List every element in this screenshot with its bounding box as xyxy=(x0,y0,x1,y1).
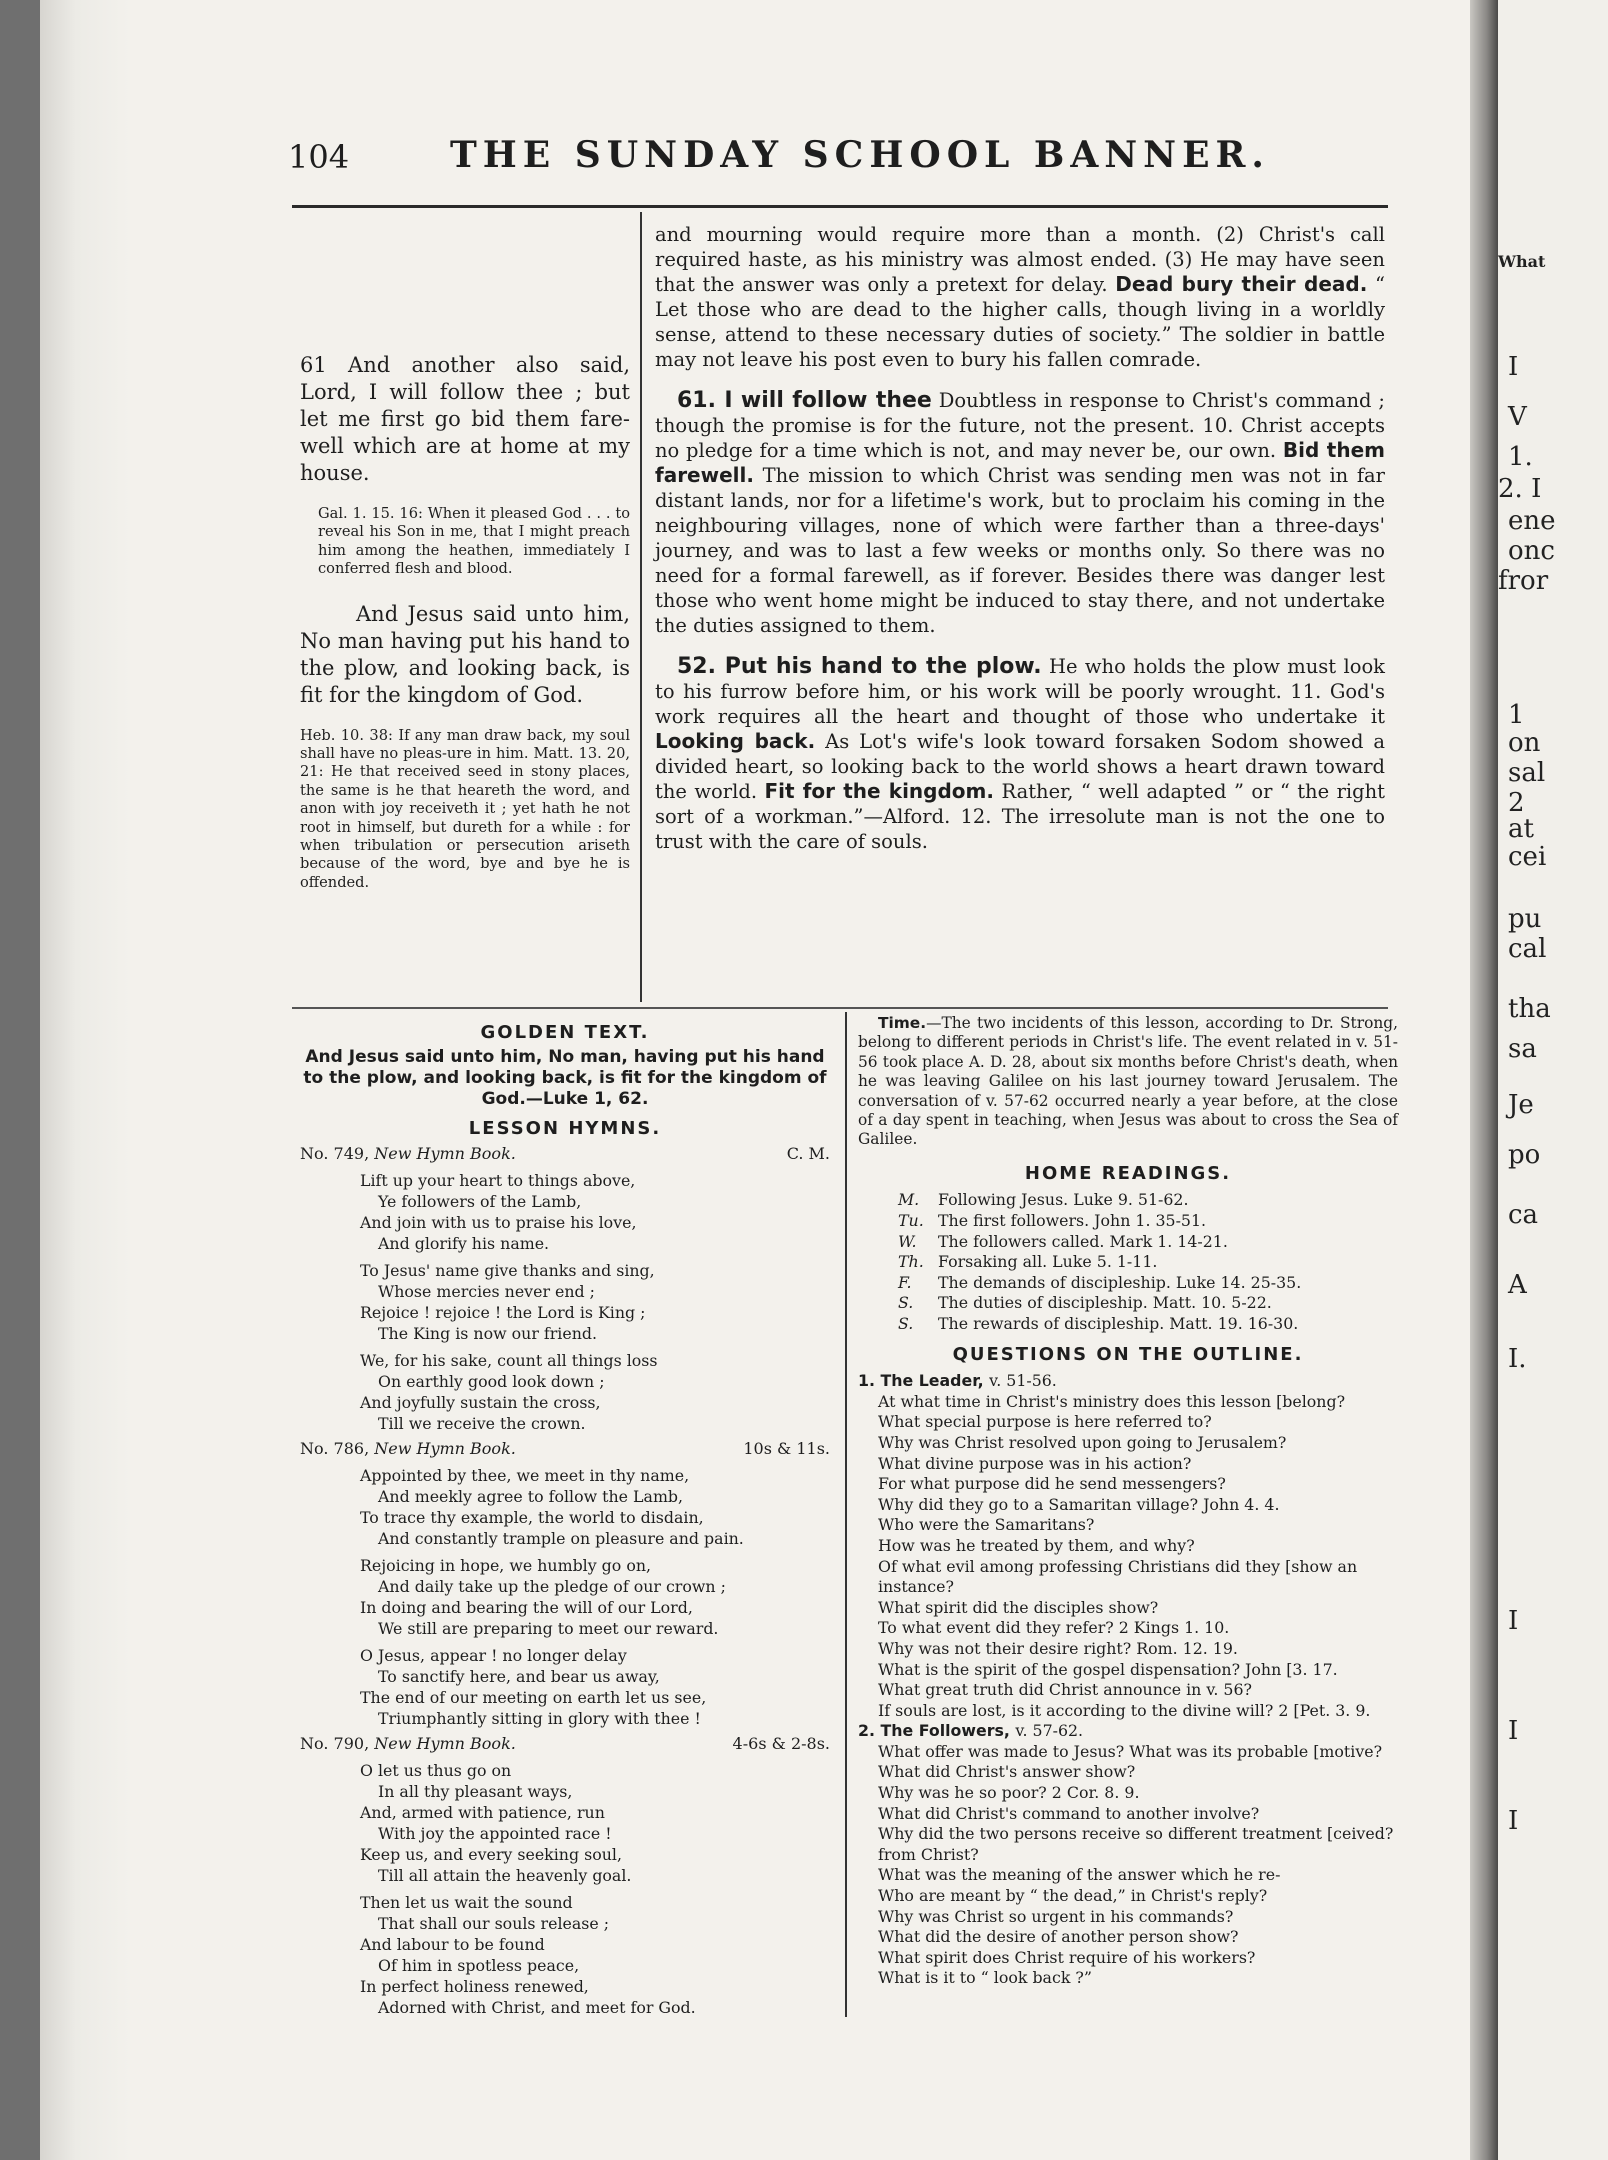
note-61: Gal. 1. 15. 16: When it pleased God . . . to reveal his Son in me, that I might preach him among the heathen, immediately I conferred flesh and blood. xyxy=(318,505,630,578)
section-title: 1. The Leader, xyxy=(858,1371,990,1391)
question-list xyxy=(858,1371,1398,1989)
facing-page-fragment: 1. xyxy=(1508,442,1533,472)
hymn-line: And labour to be found xyxy=(360,1935,545,1954)
reading-day: Th. xyxy=(898,1252,924,1272)
commentary-text: The mission to which Christ was sending men was not in far distant lands, nor for a lifetime's work, but to proclaim his coming in the neighbouring villages, none of which were farther than a three-days' journey, and was to last a few weeks or months only. So there was no need for a formal farewell, as if forever. Besides there was danger lest those who went home might be induced to stay there, and not undertake the duties assigned to them. xyxy=(655,464,1385,637)
facing-page-fragment: po xyxy=(1508,1140,1541,1170)
hymn-line: Keep us, and every seeking soul, xyxy=(360,1845,622,1864)
column-rule-lower xyxy=(845,1012,847,2017)
question-item: What did the desire of another person show? xyxy=(878,1927,1239,1947)
reading-item xyxy=(898,1190,1398,1211)
running-title: THE SUNDAY SCHOOL BANNER. xyxy=(450,134,1270,176)
facing-page-fragment: cal xyxy=(1508,934,1547,964)
keyword: 52. Put his hand to the plow. xyxy=(677,654,1042,679)
facing-page-fragment: at xyxy=(1508,814,1534,844)
question-item: What divine purpose was in his action? xyxy=(878,1453,1192,1473)
home-readings-heading: HOME READINGS. xyxy=(1024,1162,1232,1184)
question-item: What is it to “ look back ?” xyxy=(878,1968,1092,1988)
facing-page-fragment: I xyxy=(1508,1806,1519,1836)
facing-page-fragment: on xyxy=(1508,728,1541,758)
question-item: What great truth did Christ announce in v. 56? xyxy=(878,1680,1253,1700)
keyword: Bid them farewell. xyxy=(655,438,1385,487)
hymn-meter: 10s & 11s. xyxy=(743,1439,830,1458)
commentary-text: As Lot's wife's look toward forsaken Sodom showed a divided heart, so looking back to the world shows a heart drawn toward the world. xyxy=(655,730,1385,803)
commentary-text: and mourning would require more than a month. (2) Christ's call required haste, as his ministry was almost ended. (3) He may have seen that the answer was only a pretext for delay. xyxy=(655,223,1385,296)
hymn-line: Ye followers of the Lamb, xyxy=(378,1192,582,1211)
reading-day: M. xyxy=(898,1190,920,1210)
section-rule xyxy=(292,1007,1388,1009)
hymn-line: Of him in spotless peace, xyxy=(378,1956,580,1975)
page-number: 104 xyxy=(288,138,350,176)
section-ref: v. 51-56. xyxy=(989,1371,1057,1391)
hymn-list xyxy=(300,1143,830,2018)
hymn-line: And constantly trample on pleasure and pain. xyxy=(378,1529,744,1548)
hymn-meter: C. M. xyxy=(786,1144,830,1163)
hymn-book: New Hymn Book. xyxy=(374,1439,516,1458)
reading-text: Forsaking all. Luke 5. 1-11. xyxy=(938,1252,1158,1272)
question-item: Why was Christ so urgent in his commands? xyxy=(878,1906,1234,1926)
hymn-line: O let us thus go on xyxy=(360,1761,512,1780)
hymn-heading xyxy=(300,1733,830,1754)
question-item: Why did the two persons receive so different treatment [ceived? xyxy=(878,1824,1394,1844)
question-section-title xyxy=(858,1371,1398,1392)
question-item: Why was not their desire right? Rom. 12. 19. xyxy=(878,1638,1238,1658)
keyword: Looking back. xyxy=(655,729,816,753)
verse-62: And Jesus said unto him, No man having put his hand to the plow, and looking back, is fit for the kingdom of God. xyxy=(300,601,630,707)
question-item: To what event did they refer? 2 Kings 1. 10. xyxy=(878,1618,1230,1638)
question-item: What did Christ's command to another involve? xyxy=(878,1803,1260,1823)
question-item: Who are meant by “ the dead,” in Christ's reply? xyxy=(878,1886,1268,1906)
hymn-line: We, for his sake, count all things loss xyxy=(360,1351,658,1370)
reading-text: The followers called. Mark 1. 14-21. xyxy=(938,1231,1228,1251)
hymn-stanza xyxy=(360,1465,830,1549)
keyword: Fit for the kingdom. xyxy=(764,779,994,803)
question-item: Of what evil among professing Christians did they [show an instance? xyxy=(878,1556,1358,1597)
question-item: What spirit did the disciples show? xyxy=(878,1597,1159,1617)
reading-text: Following Jesus. Luke 9. 51-62. xyxy=(938,1190,1189,1210)
time-label: Time. xyxy=(878,1014,927,1032)
question-item: Why was Christ resolved upon going to Jerusalem? xyxy=(878,1432,1287,1452)
question-item: What offer was made to Jesus? What was its probable [motive? xyxy=(878,1741,1383,1761)
hymn-line: And, armed with patience, run xyxy=(360,1803,605,1822)
reading-day: W. xyxy=(898,1231,917,1251)
hymn-stanza xyxy=(360,1350,830,1434)
hymn-line: To trace thy example, the world to disdain, xyxy=(360,1508,704,1527)
time-text: —The two incidents of this lesson, according to Dr. Strong, belong to different periods in Christ's life. The event related in v. 51-56 took place A. D. 28, about six months before Christ's death, when he was leaving Galilee on his last journey toward Jerusalem. The conversation of v. 57-62 occurred nearly a year before, at the close of a day spent in teaching, when Jesus was about to cross the Sea of Galilee. xyxy=(858,1014,1398,1149)
facing-page-fragment: pu xyxy=(1508,904,1542,934)
golden-text-heading: GOLDEN TEXT. xyxy=(480,1022,650,1043)
hymn-line: To sanctify here, and bear us away, xyxy=(378,1667,660,1686)
facing-page-fragment: ca xyxy=(1508,1200,1539,1230)
reading-item xyxy=(898,1273,1398,1294)
hymn-line: We still are preparing to meet our reward. xyxy=(378,1619,719,1638)
section-ref: v. 57-62. xyxy=(1015,1721,1084,1741)
question-item: Why did they go to a Samaritan village? John 4. 4. xyxy=(878,1494,1280,1514)
facing-page-fragment: V xyxy=(1508,402,1527,432)
hymn-line: O Jesus, appear ! no longer delay xyxy=(360,1646,627,1665)
question-item: What did Christ's answer show? xyxy=(878,1762,1136,1782)
facing-page-fragment: 2. I xyxy=(1498,474,1542,504)
questions-heading: QUESTIONS ON THE OUTLINE. xyxy=(952,1343,1304,1365)
reading-text: The demands of discipleship. Luke 14. 25-35. xyxy=(938,1272,1302,1292)
hymn-heading xyxy=(300,1143,830,1164)
hymn-stanza xyxy=(360,1645,830,1729)
keyword: 61. I will follow thee xyxy=(677,388,932,413)
question-item: What was the meaning of the answer which he re- xyxy=(878,1865,1281,1885)
hymn-heading xyxy=(300,1438,830,1459)
hymn-line: On earthly good look down ; xyxy=(378,1372,605,1391)
hymn-line: Rejoice ! rejoice ! the Lord is King ; xyxy=(360,1303,646,1322)
hymn-line: Triumphantly sitting in glory with thee ! xyxy=(378,1709,701,1728)
time-note xyxy=(858,1014,1398,1150)
hymn-number xyxy=(300,1733,516,1754)
reading-text: The first followers. John 1. 35-51. xyxy=(938,1211,1207,1231)
reading-day: S. xyxy=(898,1314,914,1333)
hymn-line: And glorify his name. xyxy=(378,1234,550,1253)
hymn-line: Then let us wait the sound xyxy=(360,1893,573,1912)
facing-page-fragment: tha xyxy=(1508,994,1551,1024)
commentary-column xyxy=(655,222,1385,870)
scripture-column xyxy=(300,352,630,892)
reading-text: The duties of discipleship. Matt. 10. 5-22. xyxy=(938,1293,1272,1313)
hymn-line: In doing and bearing the will of our Lord, xyxy=(360,1598,693,1617)
header-rule xyxy=(292,205,1388,208)
hymn-line: That shall our souls release ; xyxy=(378,1914,610,1933)
facing-page-fragment: A xyxy=(1508,1270,1527,1300)
hymn-no: No. 749, xyxy=(300,1144,375,1163)
question-item: How was he treated by them, and why? xyxy=(878,1535,1195,1555)
facing-page-fragment: fror xyxy=(1498,566,1549,596)
hymn-stanza xyxy=(360,1260,830,1344)
reading-text: The rewards of discipleship. Matt. 19. 16-30. xyxy=(938,1314,1299,1333)
column-rule-upper xyxy=(640,212,642,1002)
commentary-text: Doubtless in response to Christ's command ; though the promise is for the future, not the present. 10. Christ accepts no pledge for a time which is not, and may never be, our own. xyxy=(655,389,1385,462)
hymn-line: In perfect holiness renewed, xyxy=(360,1977,589,1996)
question-item: At what time in Christ's ministry does this lesson [belong? xyxy=(878,1391,1346,1411)
book-gutter xyxy=(1470,0,1498,2160)
hymn-no: No. 790, xyxy=(300,1734,375,1753)
hymn-line: Lift up your heart to things above, xyxy=(360,1171,636,1190)
reading-item xyxy=(898,1293,1398,1314)
facing-page-fragment: 1 xyxy=(1508,700,1525,730)
question-item: What spirit does Christ require of his workers? xyxy=(878,1947,1256,1967)
section-title: 2. The Followers, xyxy=(858,1721,1016,1741)
hymn-stanza xyxy=(360,1555,830,1639)
question-section-title xyxy=(858,1721,1398,1742)
hymn-line: Appointed by thee, we meet in thy name, xyxy=(360,1466,690,1485)
facing-page-fragment: I xyxy=(1508,1716,1519,1746)
questions-column xyxy=(858,1014,1398,1989)
facing-page-fragment: I xyxy=(1508,352,1519,382)
facing-page-fragment: 2 xyxy=(1508,788,1525,818)
hymn-stanza xyxy=(360,1170,830,1254)
page-edge-shadow xyxy=(40,0,130,2160)
facing-page-fragment: sal xyxy=(1508,758,1546,788)
verse-61: 61 And another also said, Lord, I will follow thee ; but let me first go bid them fare-well which are at home at my house. xyxy=(300,353,630,485)
reading-day: Tu. xyxy=(898,1211,924,1231)
hymn-number xyxy=(300,1143,516,1164)
reading-item xyxy=(898,1252,1398,1273)
commentary-para-1 xyxy=(655,222,1385,372)
facing-page-fragment: Je xyxy=(1508,1090,1534,1120)
keyword: Dead bury their dead. xyxy=(1115,272,1368,296)
facing-page-fragment: onc xyxy=(1508,536,1555,566)
facing-page-fragment: What xyxy=(1498,252,1546,271)
facing-page-fragment: I xyxy=(1508,1606,1519,1636)
hymn-line: And meekly agree to follow the Lamb, xyxy=(378,1487,684,1506)
facing-page-fragment: I. xyxy=(1508,1344,1527,1374)
golden-text: And Jesus said unto him, No man, having put his hand to the plow, and looking back, is fit for the kingdom of God.—Luke 1, 62. xyxy=(303,1047,827,1109)
commentary-para-3 xyxy=(655,654,1385,854)
facing-page xyxy=(1498,0,1608,2160)
hymn-line: In all thy pleasant ways, xyxy=(378,1782,573,1801)
commentary-para-2 xyxy=(655,388,1385,638)
hymn-line: And joyfully sustain the cross, xyxy=(360,1393,601,1412)
hymn-line: To Jesus' name give thanks and sing, xyxy=(360,1261,655,1280)
hymn-line: And join with us to praise his love, xyxy=(360,1213,637,1232)
note-62: Heb. 10. 38: If any man draw back, my soul shall have no pleas-ure in him. Matt. 13. 20, 21: He that received seed in stony places, the same is he that heareth the word, and anon with joy receiveth it ; yet hath he not root in himself, but dureth for a while : for when tribulation or persecution ariseth because of the word, bye and bye he is offended. xyxy=(300,726,630,891)
reading-item xyxy=(898,1232,1398,1253)
hymn-book: New Hymn Book. xyxy=(374,1734,516,1753)
question-item: If souls are lost, is it according to the divine will? 2 [Pet. 3. 9. xyxy=(878,1700,1371,1720)
hymn-line: Till we receive the crown. xyxy=(378,1414,586,1433)
facing-page-fragment: cei xyxy=(1508,842,1547,872)
hymn-line: With joy the appointed race ! xyxy=(378,1824,612,1843)
hymn-stanza xyxy=(360,1892,830,2018)
hymn-no: No. 786, xyxy=(300,1439,375,1458)
hymn-line: And daily take up the pledge of our crown ; xyxy=(378,1577,726,1596)
reading-item xyxy=(898,1314,1398,1335)
hymn-stanza xyxy=(360,1760,830,1886)
hymn-meter: 4-6s & 2-8s. xyxy=(732,1734,830,1753)
hymn-line: The King is now our friend. xyxy=(378,1324,598,1343)
hymns-column xyxy=(300,1022,830,2022)
question-item: Who were the Samaritans? xyxy=(878,1515,1095,1535)
question-item: For what purpose did he send messengers? xyxy=(878,1474,1226,1494)
facing-page-fragment: ene xyxy=(1508,506,1556,536)
hymn-number xyxy=(300,1438,516,1459)
hymn-book: New Hymn Book. xyxy=(374,1144,516,1163)
lesson-hymns-heading: LESSON HYMNS. xyxy=(468,1118,662,1139)
reading-day: F. xyxy=(898,1272,912,1292)
reading-day: S. xyxy=(898,1293,914,1313)
question-item: What special purpose is here referred to? xyxy=(878,1412,1212,1432)
hymn-line: Whose mercies never end ; xyxy=(378,1282,595,1301)
question-item: from Christ? xyxy=(878,1844,979,1864)
commentary-text: “ Let those who are dead to the higher calls, though living in a worldly sense, attend to these necessary duties of society.” The soldier in battle may not leave his post even to bury his fallen comrade. xyxy=(655,273,1385,371)
home-readings xyxy=(898,1190,1398,1334)
hymn-line: Adorned with Christ, and meet for God. xyxy=(378,1998,696,2017)
hymn-line: The end of our meeting on earth let us see, xyxy=(360,1688,707,1707)
commentary-text: He who holds the plow must look to his furrow before him, or his work will be poorly wrought. 11. God's work requires all the heart and thought of those who undertake it xyxy=(655,655,1386,728)
question-item: What is the spirit of the gospel dispensation? John [3. 17. xyxy=(878,1659,1338,1679)
hymn-line: Till all attain the heavenly goal. xyxy=(378,1866,632,1885)
question-item: Why was he so poor? 2 Cor. 8. 9. xyxy=(878,1783,1140,1803)
hymn-line: Rejoicing in hope, we humbly go on, xyxy=(360,1556,652,1575)
commentary-text: Rather, “ well adapted ” or “ the right sort of a workman.”—Alford. 12. The irresolute man is not the one to trust with the care of souls. xyxy=(655,780,1386,853)
facing-page-fragment: sa xyxy=(1508,1034,1537,1064)
reading-item xyxy=(898,1211,1398,1232)
